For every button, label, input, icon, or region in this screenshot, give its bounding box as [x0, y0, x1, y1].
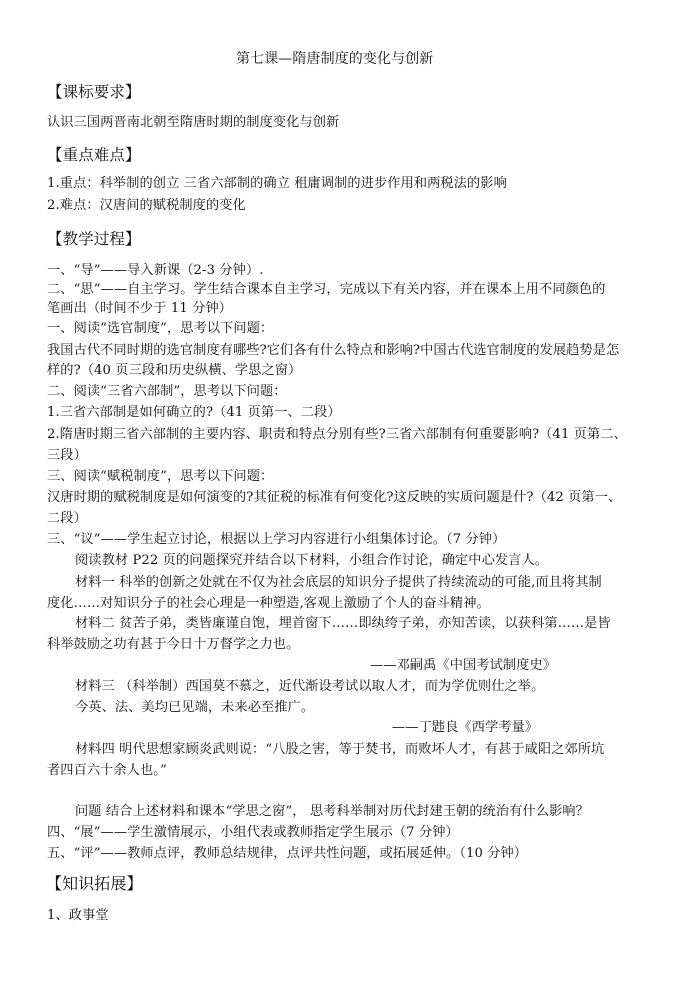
material-4-line: 者四百六十余人也。”: [47, 763, 167, 778]
extension-item: 1、政事堂: [47, 908, 109, 923]
process-line: 三、“议”——学生起立讨论，根据以上学习内容进行小组集体讨论。（7 分钟）: [47, 532, 506, 547]
material-1-line: 度化……对知识分子的社会心理是一种塑造,客观上激励了个人的奋斗精神。: [47, 596, 490, 611]
citation-deng: ——邓嗣禹《中国考试制度史》: [370, 658, 557, 673]
process-line: 样的?（40 页三段和历史纵横、学思之窗）: [47, 363, 302, 378]
process-line: 1.三省六部制是如何确立的?（41 页第一、二段）: [47, 405, 341, 420]
key-points-heading: 【重点难点】: [47, 146, 141, 164]
process-line: 二段）: [47, 511, 87, 526]
key-point-item: 1.重点：科举制的创立 三省六部制的确立 租庸调制的进步作用和两税法的影响: [47, 176, 507, 191]
material-2-line: 科举鼓励之功有甚于今日十万督学之力也。: [47, 637, 300, 652]
material-1-line: 材料一 科举的创新之处就在不仅为社会底层的知识分子提供了持续流动的可能,而且将其制: [75, 575, 602, 590]
process-line: 一、“导”——导入新课（2-3 分钟）.: [47, 263, 264, 278]
process-line: 三段）: [47, 448, 87, 463]
reading-intro: 阅读教材 P22 页的问题探究并结合以下材料，小组合作讨论，确定中心发言人。: [75, 553, 549, 568]
process-heading: 【教学过程】: [47, 230, 141, 248]
material-4-line: 材料四 明代思想家顾炎武则说：“八股之害，等于焚书，而败坏人才，有甚于咸阳之郊所坑: [75, 742, 605, 757]
material-3-line: 今英、法、美均已见端，未来必至推广。: [75, 700, 315, 715]
page-title: 第七课—隋唐制度的变化与创新: [236, 51, 434, 67]
process-line: 我国古代不同时期的选官制度有哪些?它们各有什么特点和影响?中国古代选官制度的发展趋势是怎: [47, 343, 620, 358]
discussion-question: 问题 结合上述材料和课本“学思之窗”， 思考科举制对历代封建王朝的统治有什么影响？: [75, 804, 589, 819]
closing-line: 四、“展”——学生激情展示，小组代表或教师指定学生展示（7 分钟）: [47, 825, 459, 840]
curriculum-text: 认识三国两晋南北朝至隋唐时期的制度变化与创新: [47, 115, 340, 130]
material-2-line: 材料二 贫苦子弟，类皆廉谨自饱，埋首窗下……即纨绔子弟，亦知苦读，以获科第……是皆: [75, 616, 611, 631]
process-line: 笔画出（时间不少于 11 分钟）: [47, 301, 233, 316]
key-point-item: 2.难点：汉唐间的赋税制度的变化: [47, 198, 246, 213]
process-line: 一、阅读“选官制度”，思考以下问题：: [47, 321, 274, 336]
extension-heading: 【知识拓展】: [46, 874, 143, 893]
process-line: 二、“思”——自主学习。学生结合课本自主学习，完成以下有关内容，并在课本上用不同颜色的: [47, 282, 606, 297]
process-line: 二、阅读“三省六部制”，思考以下问题：: [47, 384, 287, 399]
process-line: 三、阅读“赋税制度”，思考以下问题：: [47, 469, 274, 484]
process-line: 2.隋唐时期三省六部制的主要内容、职责和特点分别有些?三省六部制有何重要影响?（41 页第二、: [47, 427, 627, 442]
citation-ding: ——丁韪良《西学考量》: [392, 720, 539, 735]
material-3-line: 材料三 （科举制）西国莫不慕之，近代渐设考试以取人才，而为学优则仕之举。: [75, 679, 545, 694]
curriculum-heading: 【课标要求】: [47, 83, 141, 101]
closing-line: 五、“评”——教师点评，教师总结规律，点评共性问题，或拓展延伸。（10 分钟）: [47, 846, 528, 861]
process-line: 汉唐时期的赋税制度是如何演变的?其征税的标准有何变化?这反映的实质问题是什?（42 页第一、: [47, 490, 622, 505]
